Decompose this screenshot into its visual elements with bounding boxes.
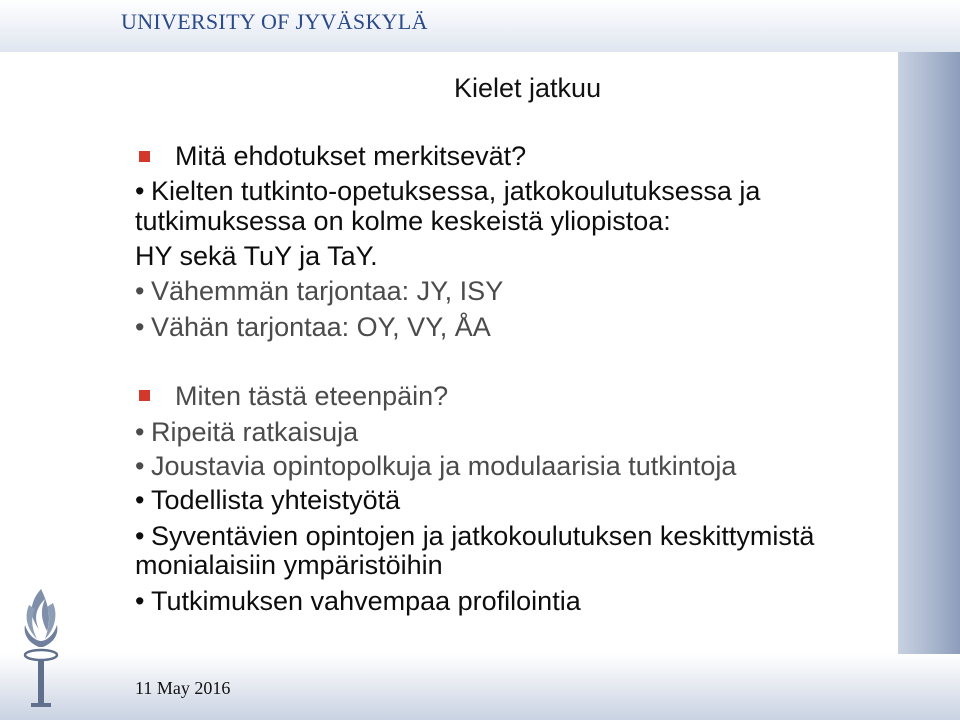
bullet-dot-icon: •: [135, 586, 145, 616]
bullet-text: Syventävien opintojen ja jatkokoulutuksen keskittymistä: [151, 521, 815, 551]
bullet-dot-icon: •: [135, 485, 145, 515]
bullet-dot-icon: •: [135, 451, 145, 481]
bullet-text: Todellista yhteistyötä: [151, 485, 401, 515]
bullet-dot-icon: •: [135, 417, 145, 447]
slide-title: Kielet jatkuu: [454, 73, 602, 103]
bullet-dot-icon: •: [135, 276, 145, 306]
university-name: UNIVERSITY OF JYVÄSKYLÄ: [121, 9, 428, 34]
bullet-item: [135, 176, 760, 206]
bullet-item: [135, 276, 503, 306]
bullet-dot-icon: •: [135, 176, 145, 206]
bullet-item: [135, 485, 400, 515]
torch-logo-icon: [17, 585, 65, 718]
square-bullet-icon: [139, 390, 150, 401]
bullet-continuation: HY sekä TuY ja TaY.: [135, 241, 378, 271]
bullet-text: Kielten tutkinto-opetuksessa, jatkokoulutuksessa ja: [151, 176, 761, 206]
bullet-item: [135, 417, 358, 447]
bullet-dot-icon: •: [135, 312, 145, 342]
bullet-item: [135, 586, 581, 616]
bullet-text: Vähemmän tarjontaa: JY, ISY: [151, 276, 504, 306]
bullet-item: [135, 521, 814, 551]
bullet-text: Joustavia opintopolkuja ja modulaarisia tutkintoja: [151, 451, 737, 481]
bullet-dot-icon: •: [135, 521, 145, 551]
section-heading: Miten tästä eteenpäin?: [175, 381, 449, 411]
bullet-text: Ripeitä ratkaisuja: [151, 417, 359, 447]
bullet-item: [135, 312, 491, 342]
section-heading: Mitä ehdotukset merkitsevät?: [175, 141, 527, 171]
square-bullet-icon: [139, 151, 150, 162]
bullet-continuation: monialaisiin ympäristöihin: [135, 550, 443, 580]
bullet-item: [135, 451, 736, 481]
slide-date: 11 May 2016: [135, 678, 231, 698]
right-sidebar-band: [898, 52, 960, 720]
bullet-continuation: tutkimuksessa on kolme keskeistä yliopistoa:: [135, 206, 671, 236]
bullet-text: Vähän tarjontaa: OY, VY, ÅA: [151, 312, 491, 342]
bullet-text: Tutkimuksen vahvempaa profilointia: [151, 586, 581, 616]
